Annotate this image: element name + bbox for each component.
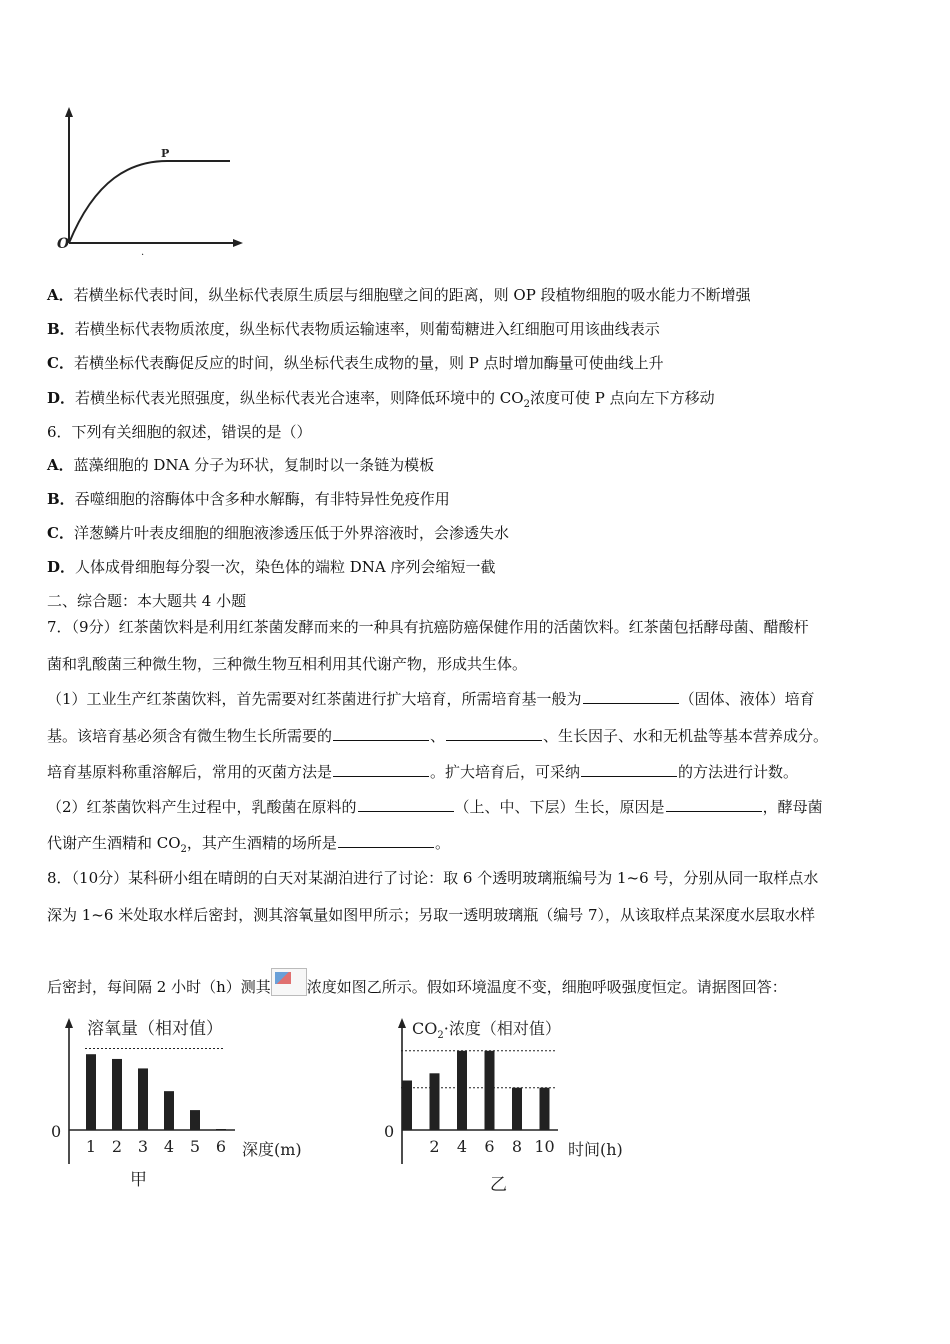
x-tick-label: 5: [189, 1137, 201, 1156]
chart-xlabel: 时间(h): [568, 1140, 623, 1159]
text: （上、中、下层）生长，原因是: [454, 798, 665, 816]
bar: [485, 1051, 495, 1130]
bar: [512, 1088, 522, 1130]
answer-blank[interactable]: [358, 797, 454, 812]
q7-line-1: 7．（9分）红茶菌饮料是利用红茶菌发酵而来的一种具有抗癌防癌保健作用的活菌饮料。红茶菌包括酵母菌、醋酸杆: [47, 618, 809, 636]
bar: [138, 1068, 148, 1130]
point-p-label: P: [161, 147, 170, 160]
y-axis-arrow: [65, 1018, 73, 1028]
text: ，其产生酒精的场所是: [186, 834, 337, 852]
text: （2）红茶菌饮料产生过程中，乳酸菌在原料的: [47, 798, 357, 816]
option-text: 洋葱鳞片叶表皮细胞的细胞液渗透压低于外界溶液时，会渗透失水: [73, 524, 509, 542]
bar: [190, 1110, 200, 1130]
text: （固体、液体）培育: [679, 690, 815, 708]
bar: [430, 1073, 440, 1130]
option-text: 若横坐标代表时间，纵坐标代表原生质层与细胞壁之间的距离，则 OP 段植物细胞的吸水能力不断增强: [73, 286, 751, 304]
answer-blank[interactable]: [333, 726, 429, 741]
x-tick-label: 4: [456, 1137, 468, 1156]
q5-option-c: [47, 353, 664, 373]
answer-blank[interactable]: [666, 797, 762, 812]
q5-option-d: [47, 388, 715, 415]
text: 、生长因子、水和无机盐等基本营养成分。: [543, 727, 829, 745]
text: 浓度如图乙所示。假如环境温度不变，细胞呼吸强度恒定。请据图回答：: [306, 978, 787, 996]
chart-dissolved-oxygen: [45, 1012, 335, 1197]
text: 基。该培育基必须含有微生物生长所需要的: [47, 727, 333, 745]
q8-line-3: [47, 968, 787, 997]
option-letter: B．: [47, 490, 75, 508]
axis-dot: .: [141, 247, 145, 255]
bar: [540, 1088, 550, 1130]
x-tick-label: 6: [215, 1137, 227, 1156]
text: 后密封，每间隔 2 小时（h）测其: [47, 978, 271, 996]
x-tick-label: 2: [111, 1137, 123, 1156]
y-axis-arrow: [65, 107, 73, 117]
chart-co2-concentration: [380, 1012, 660, 1197]
x-axis-arrow: [233, 239, 243, 247]
x-tick-label: 6: [484, 1137, 495, 1156]
q8-line-2: 深为 1~6 米处取水样后密封，测其溶氧量如图甲所示；另取一透明玻璃瓶（编号 7），从该取样点某深度水层取水样: [47, 906, 816, 924]
q7-line-2: 菌和乳酸菌三种微生物，三种微生物互相利用其代谢产物，形成共生体。: [47, 655, 528, 673]
bar: [164, 1091, 174, 1130]
x-tick-label: 1: [85, 1137, 97, 1156]
bar: [112, 1059, 122, 1130]
text: 。扩大培育后，可采纳: [430, 763, 581, 781]
answer-blank[interactable]: [333, 762, 429, 777]
q7-part1-line-3: [47, 762, 798, 782]
option-letter: A．: [47, 456, 74, 474]
bar: [216, 1129, 226, 1130]
origin-label: 0: [51, 1122, 62, 1141]
origin-label: 0: [384, 1122, 395, 1141]
q6-option-c: [47, 523, 509, 543]
chart-title: 甲: [130, 1170, 147, 1190]
x-tick-label: 2: [429, 1137, 440, 1156]
x-tick-label: 8: [511, 1137, 523, 1156]
x-tick-label: 10: [534, 1137, 555, 1156]
saturation-curve: [69, 161, 230, 243]
q7-part1-line-1: [47, 689, 815, 709]
option-letter: D．: [47, 558, 76, 576]
chart-ylabel: 溶氧量（相对值）: [87, 1019, 223, 1039]
y-axis-arrow: [398, 1018, 406, 1028]
q6-option-d: [47, 557, 496, 577]
origin-o-label: O: [57, 236, 70, 252]
x-tick-label: 4: [163, 1137, 175, 1156]
subscript: 2: [180, 844, 187, 855]
op-curve-figure: [55, 105, 255, 255]
q6-option-a: [47, 455, 434, 475]
broken-image-icon: [271, 968, 307, 996]
text: 培育基原料称重溶解后，常用的灭菌方法是: [47, 763, 333, 781]
answer-blank[interactable]: [338, 833, 434, 848]
option-text-pre: 若横坐标代表光照强度，纵坐标代表光合速率，则降低环境中的 CO: [75, 389, 524, 407]
text: 、: [430, 727, 446, 745]
bar: [402, 1081, 412, 1131]
bar: [457, 1051, 467, 1130]
text: ，酵母菌: [762, 798, 823, 816]
chart-ylabel: $CO_2\cdot$浓度（相对值）: [412, 1019, 561, 1041]
q6-option-b: [47, 489, 450, 509]
option-text: 若横坐标代表酶促反应的时间，纵坐标代表生成物的量，则 P 点时增加酶量可使曲线上升: [73, 354, 664, 372]
option-text: 若横坐标代表物质浓度，纵坐标代表物质运输速率，则葡萄糖进入红细胞可用该曲线表示: [74, 320, 660, 338]
x-tick-label: 3: [137, 1137, 149, 1156]
q8-line-1: 8．（10分）某科研小组在晴朗的白天对某湖泊进行了讨论：取 6 个透明玻璃瓶编号为 1~6 号，分别从同一取样点水: [47, 869, 819, 887]
subscript: 2: [523, 399, 530, 410]
q6-stem: 6．下列有关细胞的叙述，错误的是（）: [47, 423, 312, 441]
text: 的方法进行计数。: [678, 763, 799, 781]
text: （1）工业生产红茶菌饮料，首先需要对红茶菌进行扩大培育，所需培育基一般为: [47, 690, 582, 708]
answer-blank[interactable]: [446, 726, 542, 741]
section-heading: 二、综合题：本大题共 4 小题: [47, 592, 247, 610]
option-letter: D．: [47, 389, 76, 407]
q5-option-a: [47, 285, 751, 305]
answer-blank[interactable]: [583, 689, 679, 704]
text: 代谢产生酒精和 CO: [47, 834, 181, 852]
bar: [86, 1054, 96, 1130]
answer-blank[interactable]: [581, 762, 677, 777]
q7-part1-line-2: [47, 726, 828, 746]
q7-part2-line-2: [47, 833, 450, 860]
text: 。: [434, 834, 450, 852]
option-text: 人体成骨细胞每分裂一次，染色体的端粒 DNA 序列会缩短一截: [75, 558, 496, 576]
option-text: 吞噬细胞的溶酶体中含多种水解酶，有非特异性免疫作用: [74, 490, 450, 508]
q5-option-b: [47, 319, 660, 339]
option-text: 蓝藻细胞的 DNA 分子为环状，复制时以一条链为模板: [73, 456, 435, 474]
chart-title: 乙: [490, 1175, 507, 1195]
option-letter: B．: [47, 320, 75, 338]
chart-xlabel: 深度(m): [242, 1140, 302, 1159]
option-text-post: 浓度可使 P 点向左下方移动: [529, 389, 715, 407]
option-letter: A．: [47, 286, 74, 304]
option-letter: C．: [47, 524, 74, 542]
q7-part2-line-1: [47, 797, 823, 817]
option-letter: C．: [47, 354, 74, 372]
